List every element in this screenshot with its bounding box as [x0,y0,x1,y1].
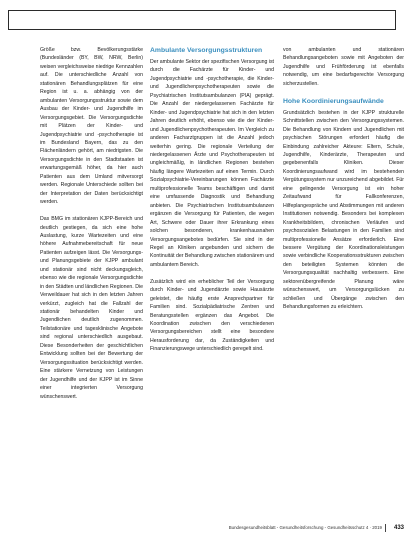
section-heading-koordinierung: Hohe Koordinierungsaufwände [283,97,384,105]
section-heading-ambulante: Ambulante Versorgungsstrukturen [150,47,263,54]
column-2 [150,46,274,354]
column-3 [283,46,404,312]
page-footer [228,522,404,534]
paragraph: Größe bzw. Bevölkerungsstärke (Bundesländer (BY, BW, NRW, Berlin) weisen vergleichsweise niedrige Kennzahlen auf. Die unterschiedliche Anzahl von stationären Behandlungsplätzen für eine Region ist u. a. abhängig von der ambulanten Versorgungsstruktur sowie dem Ausbau der Kinder- und Jugendhilfe im Versorgungsgebiet. Die Versorgungsdichte mit Plätzen der Kinder- und Jugendpsychiatrie und -psychotherapie ist im Bundesland Bayern, das zu den Flächenländern gehört, am niedrigsten. Die Versorgungsdichte in den Stadtstaaten ist erwartungsgemäß höher, da hier auch Patienten aus dem Umland mitversorgt werden. Regionale Unterschiede sollten bei der Interpretation der Daten berücksichtigt werden. [40,47,143,206]
journal-citation: Bundesgesundheitsblatt - Gesundheitsforschung - Gesundheitsschutz 4 · 2019 [228,525,382,530]
page-number: 433 [393,525,404,531]
paragraph: Das BMG im stationären KJPP-Bereich und deutlich gestiegen, da sich eine hohe Auslastung, kurze Wartezeiten und eine höhere Aufnahmebereitschaft für neue Patienten aufzeigen lässt. Die Versorgungs- und Planungsgebiete der KJPP ambulant und stationär sind nicht deckungsgleich, ebenso wie die regionale Versorgungsdichte in den Städten und ländlichen Regionen. Die Verweildauer hat sich in den letzten Jahren verkürzt, zugleich hat die Fallzahl der stationär behandelten Kinder und Jugendlichen deutlich zugenommen. Teilstationäre und tagesklinische Angebote sind regional unterschiedlich ausgebaut. Diese Besonderheiten der geschichtlichen Entwicklung sollten bei der Bewertung der Versorgungssituation berücksichtigt werden. Eine stärkere Vernetzung von Leistungen der Jugendhilfe und der KJPP ist im Sinne einer integrierten Versorgung wünschenswert. [40,216,143,400]
paragraph: Der ambulante Sektor der spezifischen Versorgung ist durch die Fachärzte für Kinder- und Jugendpsychiatrie und -psychotherapie, die Kinder- und Jugendlichenpsychotherapeuten sowie die Psychiatrischen Institutsambulanzen (PIA) geprägt. Die Anzahl der niedergelassenen Fachärzte für Kinder- und Jugendpsychiatrie hat sich in den letzten Jahren deutlich erhöht, ebenso wie die der Kinder- und Jugendlichenpsychotherapeuten. Im Vergleich zu anderen Facharztgruppen ist die Anzahl jedoch weiterhin gering. Die regionale Verteilung der niedergelassenen Ärzte und Psychotherapeuten ist ungleichmäßig, in ländlichen Regionen bestehen häufig längere Wartezeiten auf einen Termin. Durch Sozialpsychiatrie-Vereinbarungen können Fachärzte multiprofessionelle Teams beschäftigen und damit eine umfassende Diagnostik und Behandlung anbieten. Die Psychiatrischen Institutsambulanzen ergänzen die Versorgung für Patienten, die wegen Art, Schwere oder Dauer ihrer Erkrankung eines solchen besonderen, krankenhausnahen Versorgungsangebotes bedürfen. Sie sind in der Regel an Kliniken angebunden und sichern die Kontinuität der Behandlung zwischen stationärem und ambulantem Bereich. [150,59,275,268]
paragraph: Zusätzlich wird ein erheblicher Teil der Versorgung durch Kinder- und Jugendärzte sowie Hausärzte geleistet, die häufig erste Ansprechpartner für Familien sind. Sozialpädiatrische Zentren und Beratungsstellen ergänzen das Angebot. Die Koordination zwischen den verschiedenen Versorgungsbereichen stellt eine besondere Herausforderung dar, da Zuständigkeiten und Finanzierungswege unterschiedlich geregelt sind. [150,278,274,353]
paragraph: von ambulanten und stationären Behandlungsangeboten sowie mit Angeboten der Jugendhilfe und Frühförderung ist ebenfalls notwendig, um eine bedarfsgerechte Versorgung sicherzustellen. [283,47,404,87]
paragraph: Grundsätzlich bestehen in der KJPP strukturelle Schnittstellen zwischen den Versorgungssystemen. Die Behandlung von Kindern und Jugendlichen mit psychischen Störungen erfordert häufig die Einbindung zahlreicher Akteure: Eltern, Schule, Jugendhilfe, Kinderärzte, Therapeuten und gegebenenfalls Kliniken. Dieser Koordinierungsaufwand wird im bestehenden Vergütungssystem nur unzureichend abgebildet. Für eine gelingende Versorgung ist ein hoher Zeitaufwand für Fallkonferenzen, Hilfeplangespräche und Abstimmungen mit anderen Institutionen notwendig. Besonders bei komplexen Krankheitsbildern, chronischen Verläufen und psychosozialen Belastungen in den Familien sind multiprofessionelle Ansätze erforderlich. Eine bessere Vergütung der Koordinationsleistungen sowie verbindliche Kooperationsstrukturen zwischen den beteiligten Systemen könnten die Versorgungsqualität nachhaltig verbessern. Eine sektorenübergreifende Planung wäre wünschenswert, um Versorgungslücken zu schließen und Übergänge zwischen den Behandlungsformen zu erleichtern. [283,109,404,311]
footer-divider [385,524,386,532]
header-box [8,10,396,30]
column-1 [40,46,143,401]
